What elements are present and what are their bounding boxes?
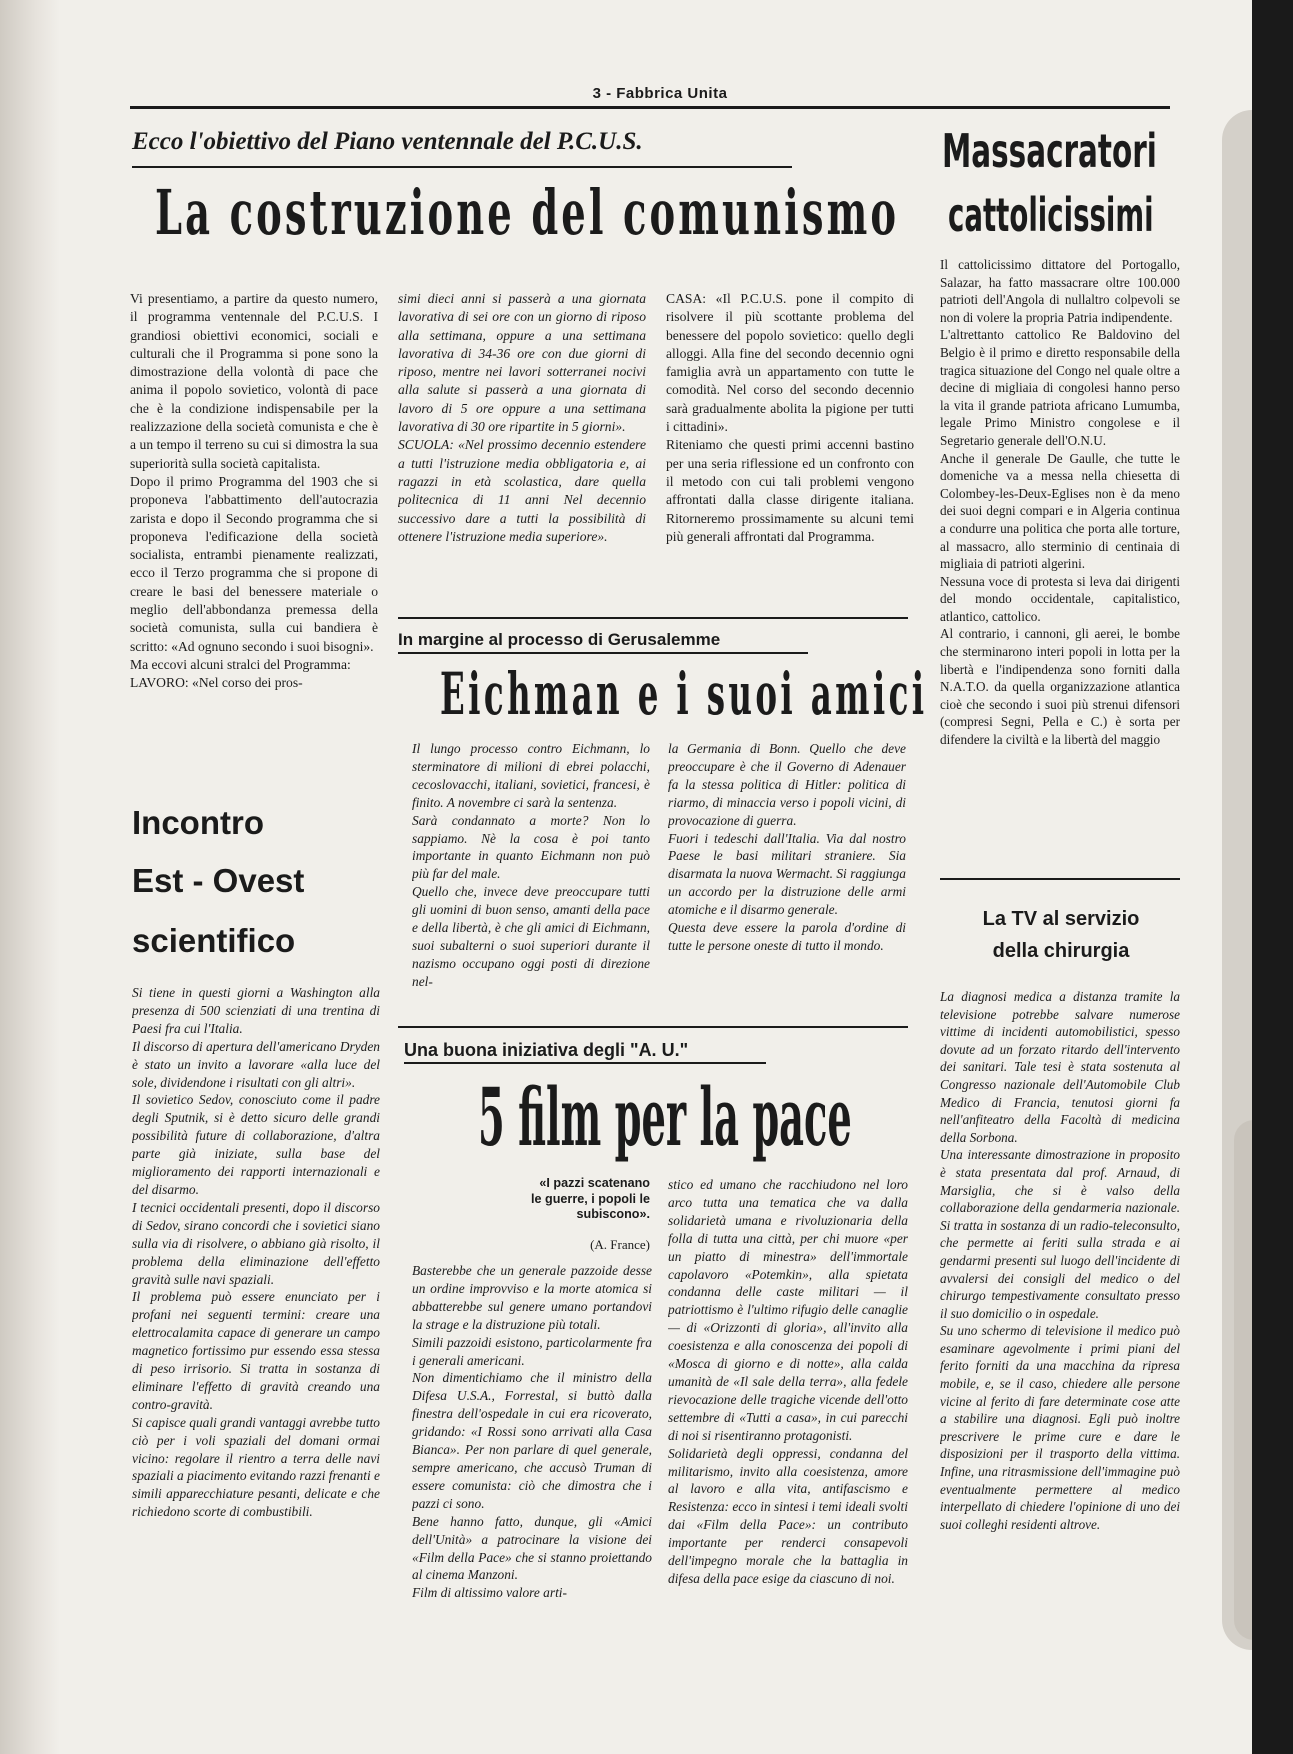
eichman-kicker: In margine al processo di Gerusalemme	[398, 630, 721, 649]
separator-rule	[398, 617, 908, 619]
incontro-headline-2: Est - Ovest	[132, 862, 305, 899]
kicker-rule	[132, 166, 792, 168]
film-col-2: stico ed umano che racchiudono nel loro arco tutta una tematica che va dalla solidarietà umana e rivoluzionaria della folla di tutta una città, per chi muore «per un piatto di minestra» dell'immortale capolavoro «Potemkin», alla spietata condanna delle caste militari — il patriottismo è l'ultimo rifugio delle canaglie — di «Orizzonti di gloria», all'invito alla coesistenza e alla conoscenza dei popoli di «Mosca di giorno e di notte», alla calda umanità de «Il sale della terra», alla fedele rievocazione delle tragiche vicende dell'otto settembre di «Tutti a casa», in cui parecchi di noi si risentiranno protagonisti. Solidarietà degli oppressi, condanna del militarismo, invito alla coesistenza, amore al lavoro e alla vita, antifascismo e Resistenza: ecco in sintesi i temi ideali svolti dai «Film della Pace»: un contributo importante per renderci consapevoli dell'impegno morale che la battaglia in difesa della pace esige da ciascuno di noi.	[668, 1177, 908, 1586]
incontro-headline-1: Incontro	[132, 804, 264, 841]
massacratori-headline-2: cattolicissimi	[948, 188, 1154, 242]
main-article-kicker: Ecco l'obiettivo del Piano ventennale del P.C.U.S.	[132, 128, 643, 155]
film-kicker: Una buona iniziativa degli "A. U."	[404, 1040, 689, 1060]
film-top-rule	[398, 1026, 908, 1028]
main-article-col-3: CASA: «Il P.C.U.S. pone il compito di risolvere il più scottante problema del benessere del popolo sovietico: quello degli alloggi. Alla fine del secondo decennio ogni famiglia avrà un appartamento con tutte le comodità. Nel corso del secondo decennio sarà gradualmente abolita la pigione per tutti i cittadini». Riteniamo che questi primi accenni bastino per una seria riflessione ed un confronto con il metodo con cui tali problemi vengono affrontati dalla classe dirigente italiana. Ritorneremo prossimamente su alcuni temi più generali affrontati dal Programma.	[666, 291, 914, 544]
massacratori-headline-1: Massacratori	[942, 124, 1157, 178]
page-header: 3 - Fabbrica Unita	[592, 85, 728, 102]
header-rule	[130, 106, 1170, 109]
scanned-page-edge	[0, 0, 60, 1754]
eichman-col-2: la Germania di Bonn. Quello che deve preoccupare è che il Governo di Adenauer fa la stessa politica di Hitler: politica di riarmo, di minaccia verso i popoli vicini, di provocazione di guerra. Fuori i tedeschi dall'Italia. Via dal nostro Paese le basi militari straniere. Sia disarmata la nuova Wermacht. Si raggiunga un accordo per la distruzione delle armi atomiche e il disarmo generale. Questa deve essere la parola d'ordine di tutte le persone oneste di tutto il mondo.	[668, 741, 906, 953]
film-col-1: Basterebbe che un generale pazzoide desse un ordine improvviso e la morte atomica si abbatterebbe sul genere umano portandovi la strage e la distruzione più totali. Simili pazzoidi esistono, particolarmente fra i generali americani. Non dimentichiamo che il ministro della Difesa U.S.A., Forrestal, si buttò dalla finestra dell'ospedale in cui era ricoverato, gridando: «I Rossi sono arrivati alla Casa Bianca». Per non parlare di quel generale, sempre americano, che accusò Truman di essere comunista: ciò che dimostra che i pazzi ci sono. Bene hanno fatto, dunque, gli «Amici dell'Unità» a patrocinare la visione dei «Film della Pace» che si stanno proiettando al cinema Manzoni. Film di altissimo valore arti-	[412, 1263, 652, 1601]
tv-body: La diagnosi medica a distanza tramite la televisione potrebbe salvare numerose vittime di incidenti automobilistici, spesso dovute ad un forzato ritardo dell'intervento dei sanitari. Tale tesi è stata sostenuta al Congresso nazionale dell'Automobile Club Medico di Francia, tenutosi giorni fa nell'anfiteatro della Facoltà di medicina della Sorbona. Una interessante dimostrazione in proposito è stata presentata dal prof. Arnaud, di Marsiglia, che si è valso della collaborazione della gendarmeria nazionale. Si tratta in sostanza di un radio-teleconsulto, che permette ai feriti sulla strada e ai gendarmi presenti sul luogo dell'incidente di avvalersi dei consigli del medico o del chirurgo tempestivamente consultato presso il suo domicilio o in ospedale. Su uno schermo di televisione il medico può esaminare agevolmente i primi piani del ferito forniti da una macchina da ripresa mobile, e, se il caso, chiedere alle persone vicine al ferito di fare determinate cose atte a stabilire una diagnosi. Egli può inoltre prescrivere le prime cure e dare le disposizioni per il trasporto della vittima. Infine, una ritrasmissione dell'immagine può eventualmente permettere al medico interpellato di chiedere l'opinione di uno dei suoi colleghi residenti altrove.	[940, 989, 1180, 1532]
film-quote-author: (A. France)	[590, 1237, 650, 1252]
eichman-kicker-rule	[398, 652, 808, 654]
main-article-col-1: Vi presentiamo, a partire da questo numero, il programma ventennale del P.C.U.S. I grandiosi obiettivi economici, sociali e culturali che il Programma si pone sono la dimostrazione della volontà di pace che anima il popolo sovietico, volontà di pace che è la condizione indispensabile per la realizzazione della società comunista e che è a un tempo il terreno su cui si dimostra la sua superiorità sulla società capitalista. Dopo il primo Programma del 1903 che si proponeva l'abbattimento dell'autocrazia zarista e dopo il Secondo programma che si proponeva l'edificazione della società socialista, entrambi pienamente realizzati, ecco il Terzo programma che si propone di creare le basi del benessere materiale o meglio dell'abbondanza premessa della società comunista, sulla cui bandiera è scritto: «Ad ognuno secondo i suoi bisogni». Ma eccovi alcuni stralci del Programma: LAVORO: «Nel corso dei pros-	[130, 291, 378, 691]
massacratori-body: Il cattolicissimo dittatore del Portogallo, Salazar, ha fatto massacrare oltre 100.000 patrioti dell'Angola di nullaltro colpevoli se non di volere la propria Patria indipendente. L'altrettanto cattolico Re Baldovino del Belgio è il primo e diretto responsabile della tragica situazione del Congo nel quale oltre a decine di migliaia di congolesi hanno perso la vita il grande patriota africano Lumumba, legale Primo Ministro congolese e il Segretario generale dell'O.N.U. Anche il generale De Gaulle, che tutte le domeniche va a messa nella chiesetta di Colombey-les-Deux-Eglises non è da meno dei suoi degni compari e in Algeria continua a condurre una politica che porta alle torture, al massacro, allo sterminio di centinaia di migliaia di patrioti algerini. Nessuna voce di protesta si leva dai dirigenti del mondo occidentale, capitalistico, atlantico, cattolico. Al contrario, i cannoni, gli aerei, le bombe che sterminarono interi popoli in lotta per la libertà e l'indipendenza sono forniti dalla N.A.T.O. da quella organizzazione atlantica cioè che secondo i suoi più strenui difensori (compresi Segni, Pella e C.) è sorta per difendere la civiltà e la libertà del maggio	[940, 257, 1180, 748]
tv-top-rule	[940, 878, 1180, 880]
film-headline: 5 film per la pace	[478, 1070, 852, 1164]
tv-headline-1: La TV al servizio	[982, 908, 1140, 930]
incontro-headline-3: scientifico	[132, 922, 296, 959]
eichman-col-1: Il lungo processo contro Eichmann, lo sterminatore di milioni di ebrei polacchi, cecoslovacchi, italiani, sovietici, francesi, è finito. A novembre ci sarà la sentenza. Sarà condannato a morte? Non lo sappiamo. Nè la cosa è poi tanto importante in quanto Eichmann non può più far del male. Quello che, invece deve preoccupare tutti gli uomini di buon senso, amanti della pace e della libertà, è che gli amici di Eichmann, suoi subalterni o suoi superiori durante il nazismo occupano oggi posti di direzione nel-	[412, 741, 650, 989]
film-kicker-rule	[404, 1062, 766, 1064]
eichman-headline: Eichman e i suoi amici	[440, 660, 928, 728]
incontro-body: Si tiene in questi giorni a Washington alla presenza di 500 scienziati di una trentina di Paesi fra cui l'Italia. Il discorso di apertura dell'americano Dryden è stato un invito a lavorare «alla luce del sole, dividendone i risultati con gli altri». Il sovietico Sedov, conosciuto come il padre degli Sputnik, si è detto sicuro delle grandi possibilità future di collaborazione, d'altra parte già iniziate, sulla base del miglioramento dei rapporti internazionali e del disarmo. I tecnici occidentali presenti, dopo il discorso di Sedov, sirano concordi che i sovietici siano sulla via di risolvere, o abbiano già risolto, il problema della eliminazione dell'effetto gravità sulle navi spaziali. Il problema può essere enunciato per i profani nei seguenti termini: creare una elettrocalamita capace di generare un campo magnetico fortissimo pur essendo essa stessa di peso irrisorio. Si tratta in sostanza di eliminare l'effetto di gravità creando una contro-gravità. Si capisce quali grandi vantaggi avrebbe tutto ciò per i voli spaziali del domani ormai vicino: regolare il rientro a terra delle navi spaziali a piacimento evitando razzi frenanti e simili apparecchiature pesanti, delicate e che richiedono scorte di combustibili.	[132, 985, 380, 1520]
main-article-col-2: simi dieci anni si passerà a una giornata lavorativa di sei ore con un giorno di riposo alla settimana, oppure a una settimana lavorativa di 34-36 ore con due giorni di riposo, mentre nei lavori sotterranei nocivi alla salute si passerà a una giornata di lavoro di 5 ore oppure a una settimana lavorativa di 30 ore ripartite in 5 giorni». SCUOLA: «Nel prossimo decennio estendere a tutti l'istruzione media obbligatoria e, ai ragazzi in età scolastica, dare quella politecnica di 11 anni Nel decennio successivo dare a tutti la possibilità di ottenere l'istruzione media superiore».	[398, 291, 646, 544]
main-article-headline: La costruzione del comunismo	[155, 176, 900, 249]
scanned-binding-tab-lower	[1234, 1120, 1252, 1640]
tv-headline-2: della chirurgia	[992, 940, 1130, 962]
film-quote: «I pazzi scatenano le guerre, i popoli le subiscono».	[531, 1176, 650, 1221]
